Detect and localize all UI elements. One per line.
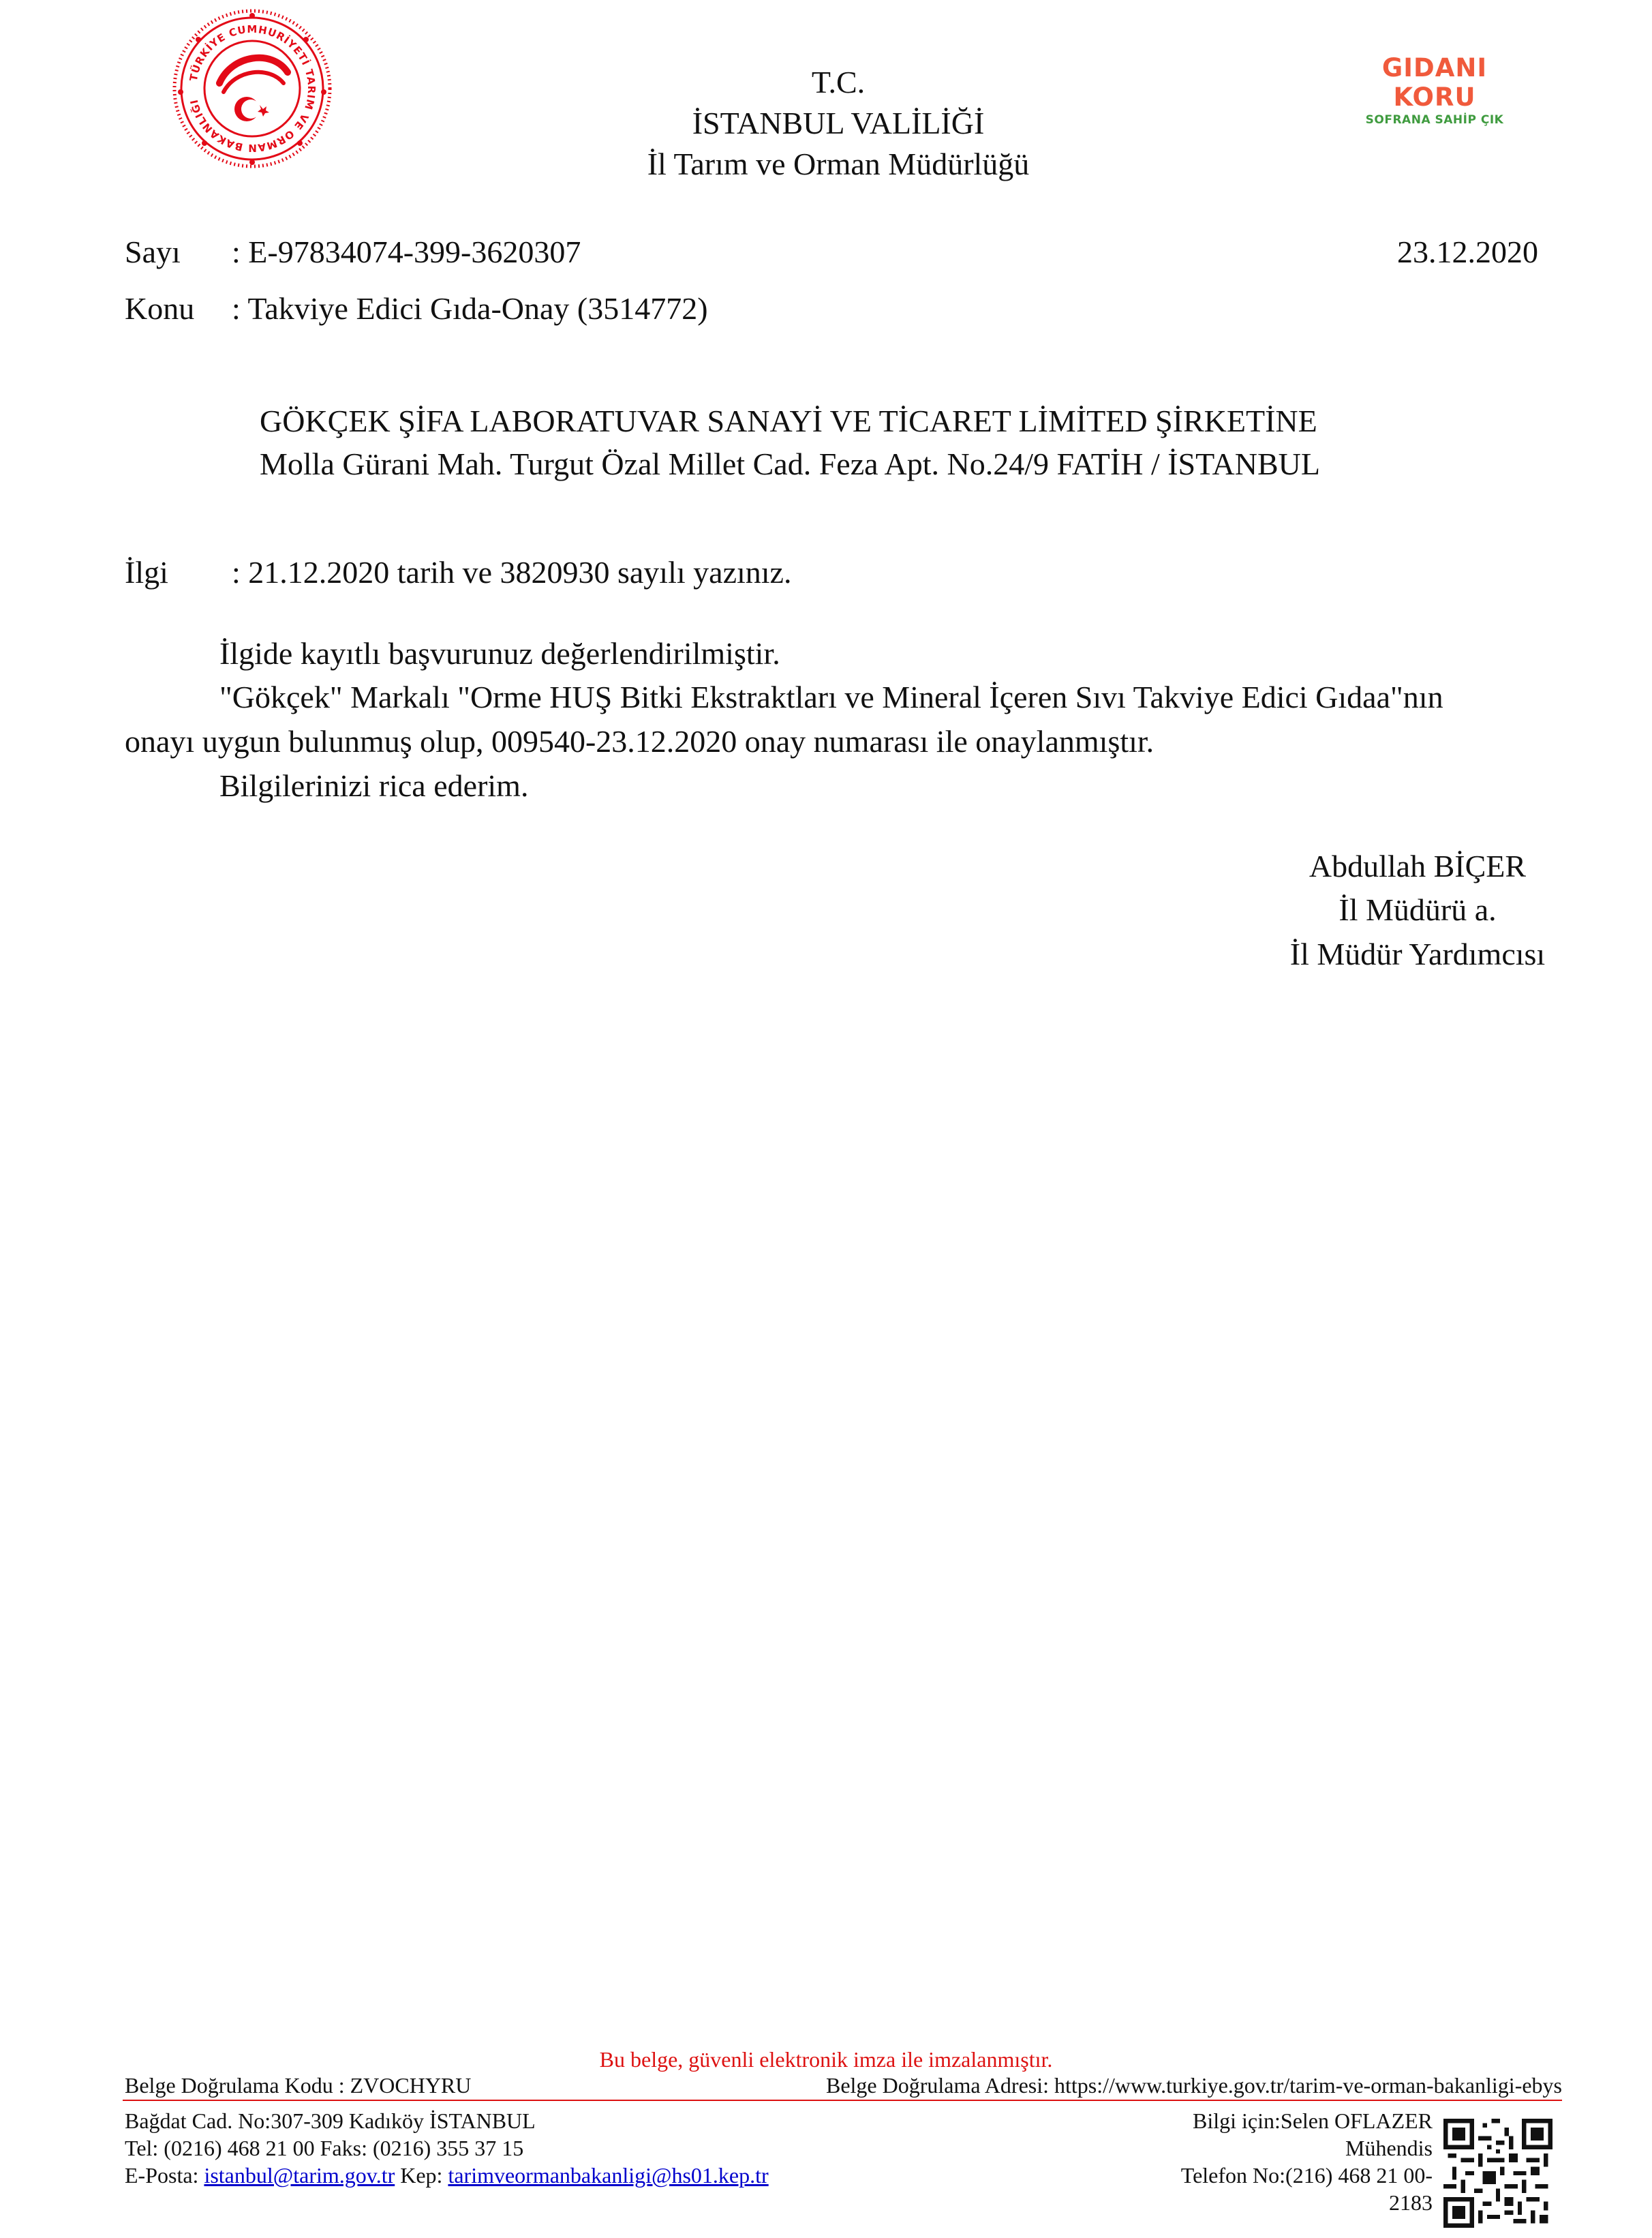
konu-value: : Takviye Edici Gıda-Onay (3514772) <box>232 291 708 326</box>
ministry-seal-logo <box>170 7 334 170</box>
sayi-label: Sayı <box>125 235 181 269</box>
signer-name: Abdullah BİÇER <box>1309 849 1527 883</box>
document-date: 23.12.2020 <box>1397 235 1538 269</box>
verification-code: Belge Doğrulama Kodu : ZVOCHYRU <box>125 2073 472 2098</box>
header-mudurluk: İl Tarım ve Orman Müdürlüğü <box>647 147 1030 181</box>
footer-divider <box>123 2100 1562 2101</box>
email-prefix: E-Posta: <box>125 2163 204 2188</box>
info-phone-line-1: Telefon No:(216) 468 21 00- <box>1180 2163 1433 2188</box>
qr-code <box>1443 2119 1552 2228</box>
header-tc: T.C. <box>811 65 866 100</box>
kep-prefix: Kep: <box>395 2163 448 2188</box>
body-paragraph-2-line-1: "Gökçek" Markalı "Orme HUŞ Bitki Ekstraktları ve Mineral İçeren Sıvı Takviye Edici Gıdaa"nın <box>219 680 1443 714</box>
footer-contact-line <box>125 2162 769 2188</box>
signer-title-2: İl Müdür Yardımcısı <box>1289 937 1546 971</box>
seal-ring-text: TÜRKİYE CUMHURİYETİ TARIM VE ORMAN BAKANLIĞI <box>187 22 318 155</box>
recipient-address: Molla Gürani Mah. Turgut Özal Millet Cad. Feza Apt. No.24/9 FATİH / İSTANBUL <box>260 447 1320 481</box>
svg-text:TÜRKİYE CUMHURİYETİ TARIM VE O <box>187 23 318 154</box>
body-paragraph-3: Bilgilerinizi rica ederim. <box>219 768 529 803</box>
info-contact: Bilgi için:Selen OFLAZER <box>1193 2108 1433 2133</box>
konu-label: Konu <box>125 291 195 326</box>
body-paragraph-1: İlgide kayıtlı başvurunuz değerlendirilmiştir. <box>219 636 780 671</box>
email-link[interactable]: istanbul@tarim.gov.tr <box>204 2163 395 2188</box>
gidani-koru-logo <box>1346 53 1523 127</box>
signer-title-1: İl Müdürü a. <box>1339 892 1497 927</box>
verification-address: Belge Doğrulama Adresi: https://www.turkiye.gov.tr/tarim-ve-orman-bakanligi-ebys <box>825 2073 1562 2098</box>
body-paragraph-2-line-2: onayı uygun bulunmuş olup, 009540-23.12.2020 onay numarası ile onaylanmıştır. <box>125 724 1154 759</box>
sayi-value: : E-97834074-399-3620307 <box>232 235 581 269</box>
info-phone-line-2: 2183 <box>1389 2190 1433 2215</box>
ilgi-label: İlgi <box>125 555 168 590</box>
campaign-subtitle: SOFRANA SAHİP ÇIK <box>1365 113 1504 127</box>
ilgi-value: : 21.12.2020 tarih ve 3820930 sayılı yazınız. <box>232 555 792 590</box>
kep-link[interactable]: tarimveormanbakanligi@hs01.kep.tr <box>448 2163 769 2188</box>
campaign-title: GIDANI KORU <box>1381 53 1488 112</box>
header-valilik: İSTANBUL VALİLİĞİ <box>692 106 985 140</box>
esign-notice: Bu belge, güvenli elektronik imza ile imzalanmıştır. <box>599 2047 1053 2072</box>
footer-phone-fax: Tel: (0216) 468 21 00 Faks: (0216) 355 37 15 <box>125 2136 524 2160</box>
info-title: Mühendis <box>1345 2136 1433 2160</box>
recipient-name: GÖKÇEK ŞİFA LABORATUVAR SANAYİ VE TİCARET LİMİTED ŞİRKETİNE <box>260 404 1317 438</box>
footer-address: Bağdat Cad. No:307-309 Kadıköy İSTANBUL <box>125 2108 536 2133</box>
